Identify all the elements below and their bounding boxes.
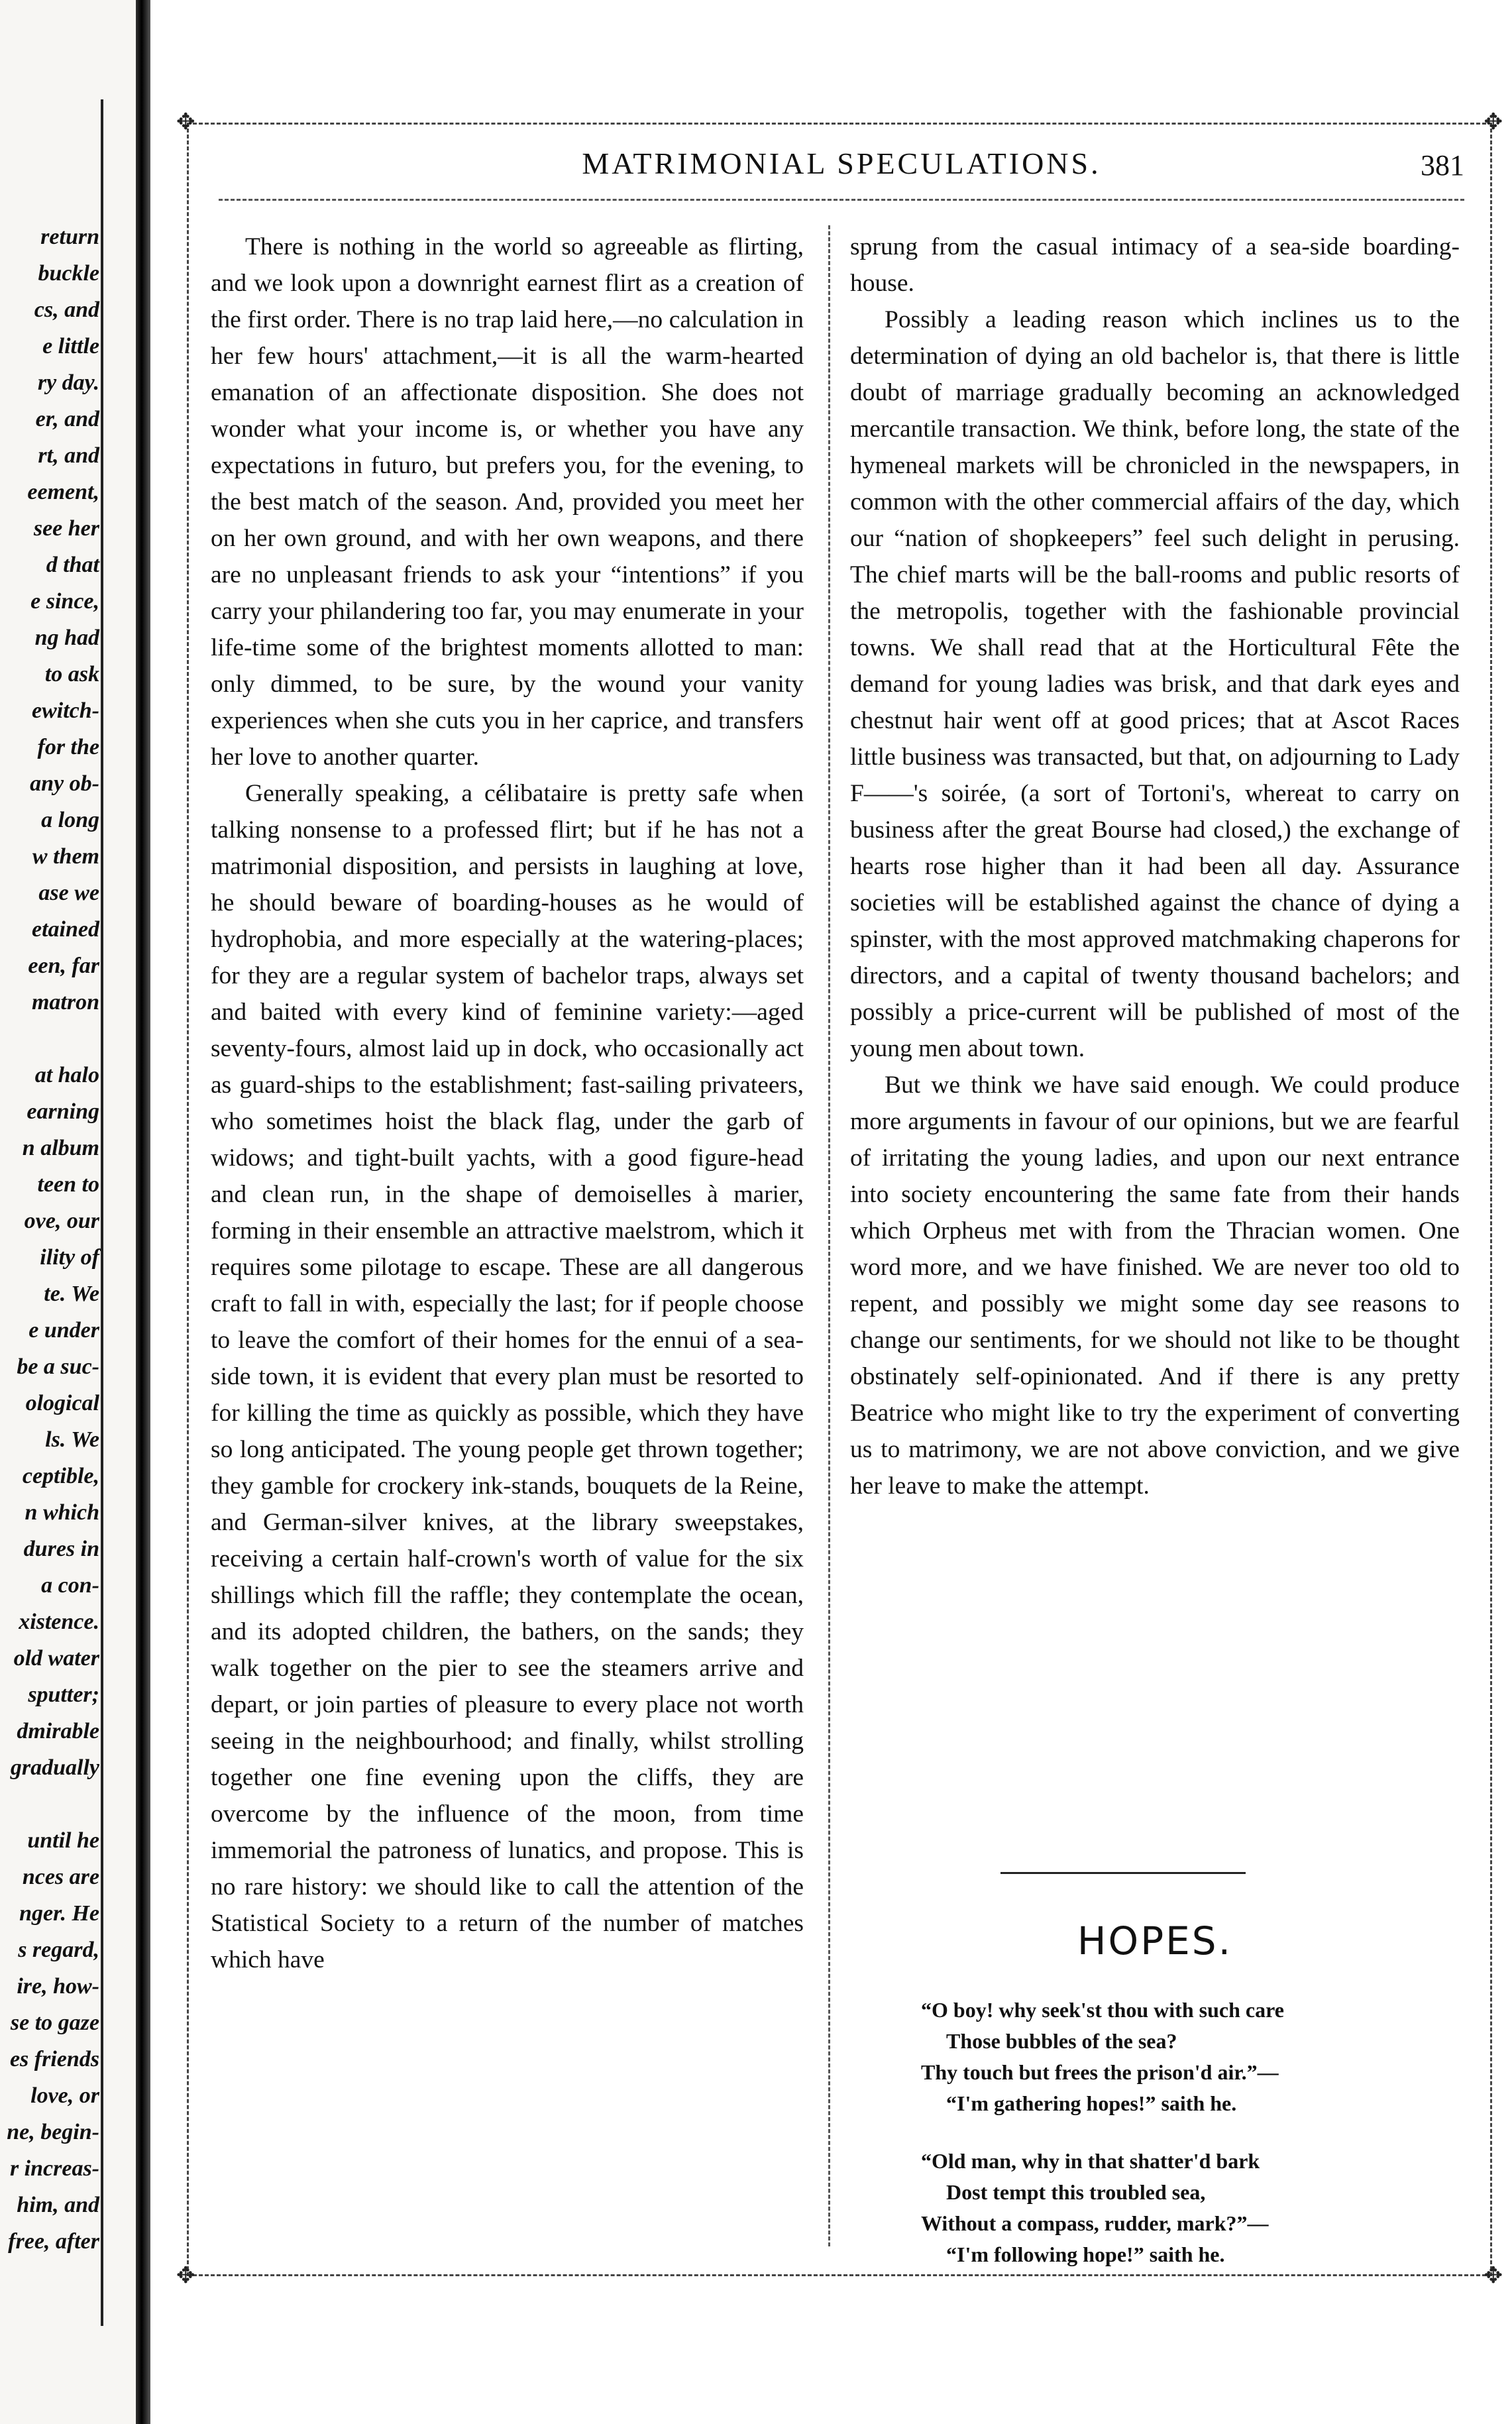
previous-page-line [0,1020,99,1057]
section-rule [1000,1872,1246,1874]
previous-page-line: cs, and [34,298,99,322]
previous-page-line: matron [31,990,99,1015]
previous-page-line: eement, [27,480,99,504]
previous-page-line: ls. We [45,1427,99,1452]
previous-page-line: n which [25,1500,99,1525]
previous-page-line: at halo [34,1063,99,1087]
paragraph: sprung from the casual intimacy of a sea-side boarding-house. [850,233,1460,297]
previous-page-line: s regard, [18,1938,99,1962]
poem-line: “I'm gathering hopes!” saith he. [946,2091,1237,2115]
previous-page-line: see her [33,516,99,541]
poem-line: “Old man, why in that shatter'd bark [921,2149,1260,2173]
frame-right-edge [1490,123,1492,2276]
left-column [211,229,804,1978]
previous-page-line: dmirable [17,1719,99,1743]
previous-page-line: be a suc- [17,1354,99,1379]
previous-page-fragment [0,0,144,2424]
previous-page-line: sputter; [28,1682,99,1707]
book-gutter [136,0,150,2424]
paragraph: Generally speaking, a célibataire is pretty safe when talking nonsense to a professed flirt; but if he has not a matrimonial disposition, and persists in laughing at love, he should beware of boarding-houses as he would of hydrophobia, and more especially at the watering-places; for they are a regular system of bachelor traps, always set and baited with every kind of feminine variety:—aged seventy-fours, almost laid up in dock, who occasionally act as guard-ships to the establishment; fast-sailing privateers, who sometimes hoist the black flag, under the garb of widows; and tight-built yachts, with a good figure-head and clean run, in the shape of demoiselles à marier, forming in their ensemble an attractive maelstrom, which it requires some pilotage to escape. These are all dangerous craft to fall in with, especially the last; for if people choose to leave the comfort of their homes for the ennui of a sea-side town, it is evident that every plan must be resorted to for killing the time as quickly as possible, which they have so long anticipated. The young people get thrown together; they gamble for crockery ink-stands, bouquets de la Reine, and German-silver knives, at the library sweepstakes, receiving a certain half-crown's worth of value for the six shillings which fill the raffle; they contemplate the ocean, and its adopted children, the bathers, on the sands; they walk together on the pier to see the steamers arrive and depart, or join parties of pleasure to every place not worth seeing in the neighbourhood; and finally, whilst strolling together one fine evening upon the cliffs, they are overcome by the influence of the moon, from time immemorial the patroness of lunatics, and propose. This is no rare history: we should like to call the attention of the Statistical Society to a return of the number of matches which have [211,780,804,1973]
previous-page-line: earning [27,1099,99,1124]
previous-page-line: teen to [37,1172,99,1197]
previous-page-line: n album [22,1136,99,1160]
previous-page-line: him, and [17,2193,99,2217]
previous-page-line: r increas- [9,2156,99,2181]
previous-page-line: etained [32,917,99,942]
previous-page-line: gradually [10,1755,99,1780]
previous-page-line: any ob- [30,771,99,796]
previous-page-line: d that [46,553,99,577]
poem-stanza [921,2146,1438,2270]
paragraph: There is nothing in the world so agreeable as flirting, and we look upon a downright earnest flirt as a creation of the first order. There is no trap laid here,—no calculation in her few hours' attachment,—it is all the warm-hearted emanation of an affectionate disposition. She does not wonder what your income is, or whether you have any expectations in futuro, but prefers you, for the evening, to the best match of the season. And, provided you meet her on her own ground, and with her own weapons, and there are no unpleasant friends to ask your “intentions” if you carry your philandering too far, you may enumerate in your life-time some of the brightest moments allotted to man: only dimmed, to be sure, by the wound your vanity experiences when she cuts you in her caprice, and transfers her love to another quarter. [211,233,804,771]
previous-page-line: to ask [44,662,99,687]
poem-title: HOPES. [1077,1918,1233,1963]
poem-line: “I'm following hope!” saith he. [946,2242,1225,2266]
previous-page-line: ceptible, [22,1464,99,1488]
previous-page-line: free, after [8,2229,99,2254]
previous-page-text [0,219,99,2260]
previous-page-line: es friends [9,2047,99,2071]
running-title: MATRIMONIAL SPECULATIONS. [582,146,1101,180]
previous-page-line: a con- [41,1573,99,1598]
frame-corner-ornament: ✥ [1484,110,1503,135]
frame-corner-ornament: ✥ [1484,2264,1503,2288]
previous-page-line: ewitch- [32,698,99,723]
previous-page-line: ove, our [24,1209,99,1233]
previous-page-line: dures in [23,1537,99,1561]
previous-page-line: ility of [40,1245,99,1270]
previous-page-line: w them [32,844,99,869]
previous-page-line: se to gaze [10,2011,99,2035]
previous-page-line: until he [27,1828,99,1853]
right-column [850,229,1460,1504]
poem-line: Thy touch but frees the prison'd air.”— [921,2060,1279,2084]
previous-page-line: er, and [35,407,99,431]
previous-page-line: for the [37,735,99,759]
previous-page-line: ological [25,1391,99,1415]
previous-page-line: ire, how- [17,1974,99,1999]
poem-line: “O boy! why seek'st thou with such care [921,1998,1284,2022]
poem-line: Without a compass, rudder, mark?”— [921,2211,1269,2235]
previous-page-line: te. We [44,1282,99,1306]
paragraph: Possibly a leading reason which inclines us to the determination of dying an old bachelor is, that there is little doubt of marriage gradually becoming an acknowledged mercantile transaction. We think, before long, the state of the hymeneal markets will be chronicled in the newspapers, in common with the other commercial affairs of the day, which our “nation of shopkeepers” feel such delight in perusing. The chief marts will be the ball-rooms and public resorts of the metropolis, together with the fashionable provincial towns. We shall read that at the Horticultural Fête the demand for young ladies was brisk, and that dark eyes and chestnut hair went off at good prices; that at Ascot Races little business was transacted, but that, on adjourning to Lady F——'s soirée, (a sort of Tortoni's, whereat to carry on business after the great Bourse had closed,) the exchange of hearts rose higher than it had been all day. Assurance societies will be established against the chance of dying a spinster, with the most approved matchmaking chaperons for directors, and a capital of twenty thousand bachelors; and possibly a price-current will be published of most of the young men about town. [850,306,1460,1062]
frame-corner-ornament: ✥ [176,2264,195,2288]
previous-page-line: ng had [34,626,99,650]
frame-top-edge [187,123,1492,125]
previous-page-line: ase we [38,881,99,905]
previous-page-line: xistence. [19,1610,99,1634]
previous-page-line: love, or [30,2083,99,2108]
previous-page-border [101,99,103,2326]
previous-page-line: ry day. [37,370,99,395]
previous-page-line: nces are [22,1865,99,1889]
previous-page-line: nger. He [19,1901,99,1926]
previous-page-line: return [40,225,99,249]
previous-page-line: e under [28,1318,99,1343]
previous-page-line: e little [42,334,99,358]
previous-page-line: e since, [30,589,99,614]
previous-page-line [0,1786,99,1822]
poem [921,1995,1438,2297]
previous-page-line: rt, and [38,443,99,468]
column-divider [828,225,830,2246]
previous-page-line: een, far [28,954,99,978]
previous-page-line: old water [13,1646,99,1671]
header-rule [219,199,1464,201]
poem-line: Dost tempt this troubled sea, [946,2180,1206,2204]
page-header [219,139,1464,186]
previous-page-line: buckle [38,261,99,286]
poem-stanza [921,1995,1438,2119]
frame-left-edge [187,123,189,2276]
paragraph: But we think we have said enough. We could produce more arguments in favour of our opinions, but we are fearful of irritating the young ladies, and upon our next entrance into society encountering the same fate from their hands which Orpheus met with from the Thracian women. One word more, and we have finished. We are never too old to repent, and possibly we might some day see reasons to change our sentiments, for we should not like to be thought obstinately self-opinionated. And if there is any pretty Beatrice who might like to try the experiment of converting us to matrimony, we are not above conviction, and we give her leave to make the attempt. [850,1072,1460,1500]
page-number: 381 [1421,149,1464,182]
poem-line: Those bubbles of the sea? [946,2029,1177,2053]
previous-page-line: ne, begin- [7,2120,99,2144]
frame-corner-ornament: ✥ [176,110,195,135]
previous-page-line: a long [41,808,99,832]
